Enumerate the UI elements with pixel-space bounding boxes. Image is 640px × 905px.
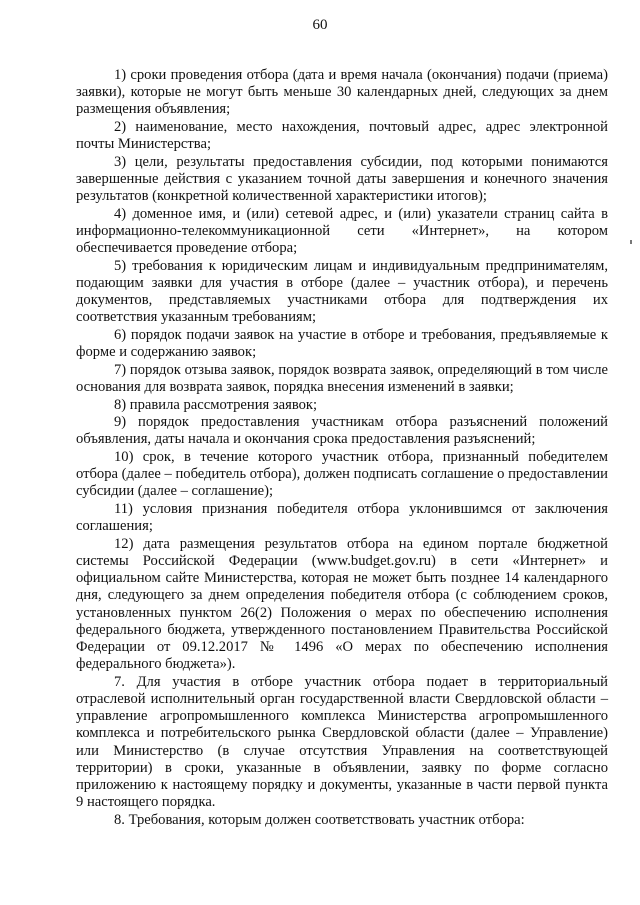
list-item-1-deadlines: 1) сроки проведения отбора (дата и время начала (окончания) подачи (приема) заявки), которые не могут быть меньше 30 календарных дней, следующих за днем размещения объявления; bbox=[76, 67, 608, 118]
list-item-7-withdrawal-order: 7) порядок отзыва заявок, порядок возврата заявок, определяющий в том числе основания для возврата заявок, порядка внесения изменений в заявки; bbox=[76, 361, 608, 395]
document-body bbox=[76, 67, 608, 829]
page-number: 60 bbox=[312, 17, 328, 33]
list-item-2-name-address: 2) наименование, место нахождения, почтовый адрес, адрес электронной почты Министерства; bbox=[76, 119, 608, 153]
list-item-12-results-publication: 12) дата размещения результатов отбора на едином портале бюджетной системы Российской Федерации (www.budget.gov.ru) в сети «Интернет» и официальном сайте Министерства, которая не может быть позднее 14 календарного дня, следующего за днем определения победителя отбора (с соблюдением сроков, установленных пунктом 26(2) Положения о мерах по обеспечению исполнения федерального бюджета, утвержденного постановлением Правительства Российской Федерации от 09.12.2017 № 1496 «О мерах по обеспечению исполнения федерального бюджета»). bbox=[76, 535, 608, 673]
list-item-10-signing-term: 10) срок, в течение которого участник отбора, признанный победителем отбора (далее – победитель отбора), должен подписать соглашение о предоставлении субсидии (далее – соглашение); bbox=[76, 448, 608, 500]
list-item-9-clarifications: 9) порядок предоставления участникам отбора разъяснений положений объявления, даты начала и окончания срока предоставления разъяснений; bbox=[76, 414, 608, 448]
list-item-4-domain-name: 4) доменное имя, и (или) сетевой адрес, и (или) указатели страниц сайта в информационно-телекоммуникационной сети «Интернет», на котором обеспечивается проведение отбора; bbox=[76, 205, 608, 257]
list-item-5-requirements: 5) требования к юридическим лицам и индивидуальным предпринимателям, подающим заявки для участия в отборе (далее – участник отбора), и перечень документов, представляемых участниками отбора для подтверждения их соответствия указанным требованиям; bbox=[76, 257, 608, 326]
list-item-8-review-rules: 8) правила рассмотрения заявок; bbox=[114, 396, 318, 413]
scan-edge-mark bbox=[630, 240, 632, 244]
list-item-6-submission-order: 6) порядок подачи заявок на участие в отборе и требования, предъявляемые к форме и содержанию заявок; bbox=[76, 327, 608, 361]
list-item-11-evasion-conditions: 11) условия признания победителя отбора уклонившимся от заключения соглашения; bbox=[76, 500, 608, 535]
list-item-3-goals-results: 3) цели, результаты предоставления субсидии, под которыми понимаются завершенные действия с указанием точной даты завершения и конечного значения результатов (конкретной количественной характеристики итогов); bbox=[76, 153, 608, 205]
section-7-participation: 7. Для участия в отборе участник отбора подает в территориальный отраслевой исполнительный орган государственной власти Свердловской области – управление агропромышленного комплекса Министерства агропромышленного комплекса и потребительского рынка Свердловской области (далее – Управление) или Министерство (в случае отсутствия Управления на соответствующей территории) в сроки, указанные в объявлении, заявку по форме согласно приложению к настоящему порядку и документы, указанные в части первой пункта 9 настоящего порядка. bbox=[76, 673, 608, 811]
section-8-requirements-heading: 8. Требования, которым должен соответствовать участник отбора: bbox=[114, 811, 525, 828]
